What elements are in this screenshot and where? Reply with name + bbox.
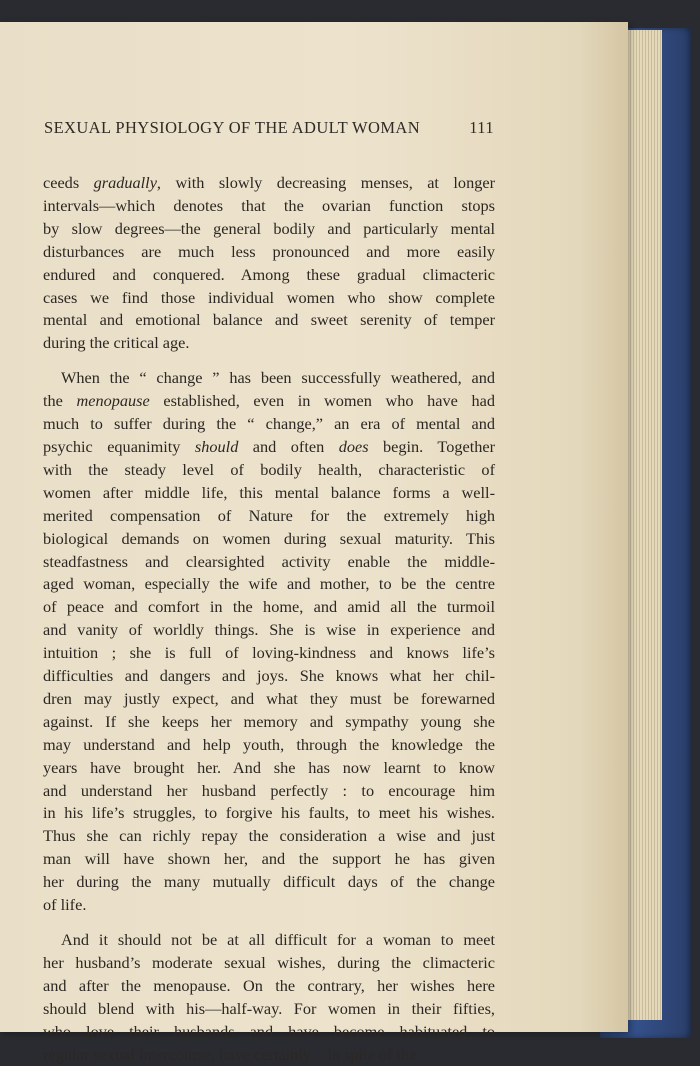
text-line: aged woman, especially the wife and mother, to be the centre: [43, 574, 495, 594]
text-line: may understand and help youth, through the knowledge the: [43, 734, 495, 754]
text-line: man will have shown her, and the support he has given: [43, 849, 495, 869]
text-line: and vanity of worldly things. She is wise in experience and: [43, 620, 495, 640]
text-line: years have brought her. And she has now learnt to know: [43, 757, 495, 777]
page-number: 111: [469, 118, 494, 137]
paragraph: [43, 929, 495, 1066]
text-line: difficulties and dangers and joys. She knows what her chil-: [43, 666, 495, 686]
text-line: her husband’s moderate sexual wishes, during the climacteric: [43, 952, 495, 972]
text-line: much to suffer during the “ change,” an era of mental and: [43, 414, 495, 434]
text-line: regular sexual intercourse, have certainly—in spite of the: [43, 1044, 417, 1064]
text-line: in his life’s struggles, to forgive his faults, to meet his wishes.: [43, 803, 495, 823]
text-line: biological demands on women during sexual maturity. This: [43, 528, 495, 548]
running-title: SEXUAL PHYSIOLOGY OF THE ADULT WOMAN: [44, 118, 421, 137]
text-line: with the steady level of bodily health, characteristic of: [43, 459, 495, 479]
italic-text: should: [194, 436, 239, 456]
paragraph: [43, 367, 495, 917]
text-line: And it should not be at all difficult for a woman to meet: [61, 930, 495, 949]
body-text: [43, 172, 495, 1066]
text-line: intervals—which denotes that the ovarian function stops: [43, 195, 495, 215]
text-line: of peace and comfort in the home, and amid all the turmoil: [43, 597, 495, 617]
text-line: during the critical age.: [43, 333, 190, 353]
text-line: Thus she can richly repay the consideration a wise and just: [43, 826, 495, 846]
text-line: intuition ; she is full of loving-kindness and knows life’s: [43, 643, 495, 663]
text-line: mental and emotional balance and sweet serenity of temper: [43, 310, 495, 330]
text-line: cases we find those individual women who show complete: [43, 287, 495, 307]
text-line: endured and conquered. Among these gradual climacteric: [43, 264, 495, 284]
text-line: should blend with his—half-way. For women in their fifties,: [43, 998, 495, 1018]
text-line: When the “ change ” has been successfully weathered, and: [61, 368, 495, 388]
text-line: of life.: [43, 895, 87, 915]
text-line: against. If she keeps her memory and sympathy young she: [43, 711, 495, 731]
italic-text: menopause: [76, 391, 150, 411]
text-line: and after the menopause. On the contrary, her wishes here: [43, 975, 495, 995]
text-line: ceeds gradually, with slowly decreasing menses, at longer: [43, 173, 495, 192]
paragraph: [43, 172, 495, 355]
text-line: steadfastness and clearsighted activity enable the middle-: [43, 551, 495, 571]
text-line: merited compensation of Nature for the extremely high: [43, 505, 495, 525]
text-line: disturbances are much less pronounced and more easily: [43, 241, 495, 261]
text-line: and understand her husband perfectly : to encourage him: [43, 780, 495, 800]
text-line: dren may justly expect, and what they must be forewarned: [43, 688, 495, 708]
italic-text: does: [338, 436, 369, 456]
text-line: women after middle life, this mental balance forms a well-: [43, 482, 495, 502]
book-page: [0, 22, 628, 1064]
text-line: who love their husbands and have become habituated to: [43, 1021, 495, 1041]
italic-text: gradually: [93, 173, 157, 192]
running-header: [44, 118, 494, 138]
text-line: the menopause established, even in women who have had: [43, 391, 495, 411]
text-line: by slow degrees—the general bodily and particularly mental: [43, 218, 495, 238]
text-line: her during the many mutually difficult days of the change: [43, 872, 495, 892]
text-line: psychic equanimity should and often does begin. Together: [43, 436, 496, 456]
